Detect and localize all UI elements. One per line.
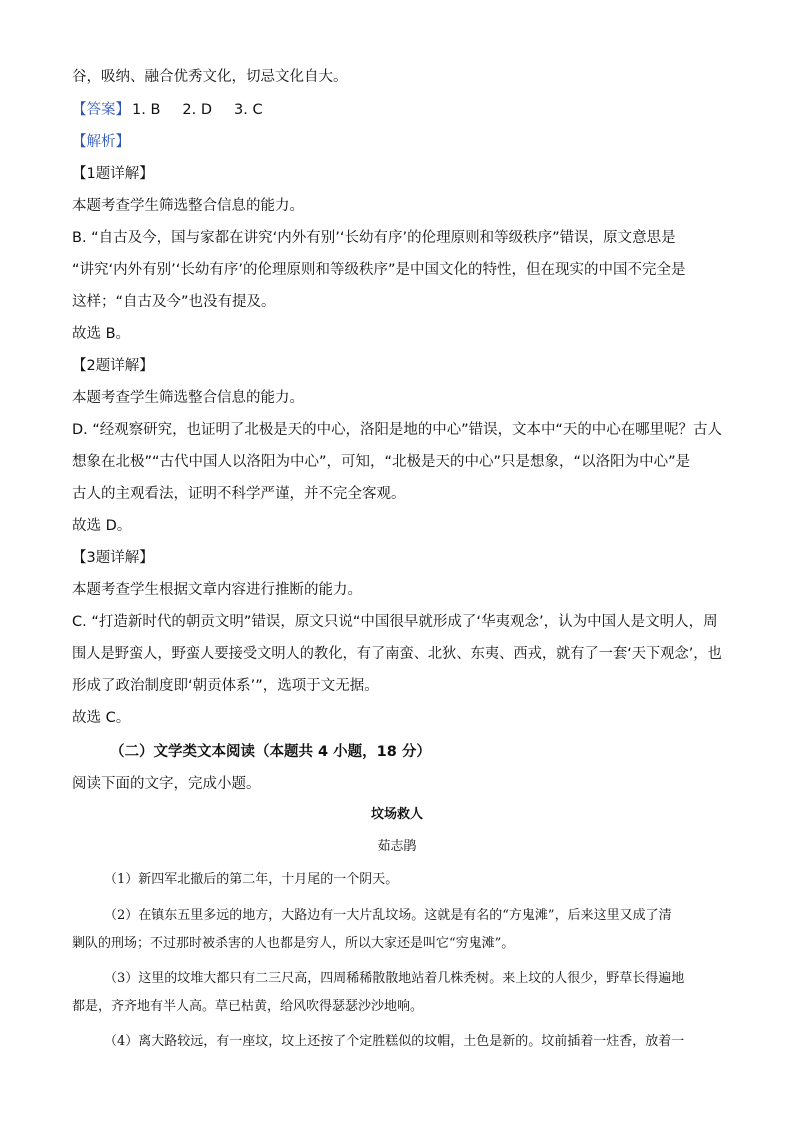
answer-tag: 【答案】 xyxy=(72,102,130,118)
q3-choice: 故选 C。 xyxy=(72,710,131,726)
story-paragraph: （1）新四军北撤后的第二年，十月尾的一个阴天。 xyxy=(104,872,399,887)
story-paragraph: （3）这里的坟堆大都只有二三尺高，四周稀稀散散地站着几株秃树。来上坟的人很少，野草长得遍地 xyxy=(104,971,685,986)
text-line: 谷，吸纳、融合优秀文化，切忌文化自大。 xyxy=(72,69,348,85)
q2-choice: 故选 D。 xyxy=(72,518,132,534)
analysis-tag: 【解析】 xyxy=(72,134,130,150)
q2-explanation-line: 古人的主观看法，证明不科学严谨，并不完全客观。 xyxy=(72,486,406,502)
q3-heading: 【3题详解】 xyxy=(72,550,154,566)
q2-explanation-line: D. “经观察研究，也证明了北极是天的中心，洛阳是地的中心”错误，文本中“天的中心在哪里呢？古人 xyxy=(72,422,722,438)
q1-skill: 本题考查学生筛选整合信息的能力。 xyxy=(72,198,304,214)
q3-explanation-line: 形成了政治制度即‘朝贡体系’”，选项于文无据。 xyxy=(72,678,379,694)
q3-explanation-line: 围人是野蛮人，野蛮人要接受文明人的教化，有了南蛮、北狄、东夷、西戎，就有了一套‘天下观念’，也 xyxy=(72,646,722,662)
story-paragraph-cont: 剿队的刑场；不过那时被杀害的人也都是穷人，所以大家还是叫它“穷鬼滩”。 xyxy=(72,936,515,951)
section-heading: （二）文学类文本阅读（本题共 4 小题，18 分） xyxy=(110,744,431,760)
story-author: 茹志鹃 xyxy=(377,839,417,854)
q2-skill: 本题考查学生筛选整合信息的能力。 xyxy=(72,390,304,406)
answer-1: 1. B xyxy=(132,102,161,118)
q1-explanation-line: “讲究‘内外有别’‘长幼有序’的伦理原则和等级秩序”是中国文化的特性，但在现实的中国不完全是 xyxy=(72,262,686,278)
q2-explanation-line: 想象在北极”“古代中国人以洛阳为中心”，可知，“北极是天的中心”只是想象，“以洛阳为中心”是 xyxy=(72,454,691,470)
story-paragraph-cont: 都是，齐齐地有半人高。草已枯黄，给风吹得瑟瑟沙沙地响。 xyxy=(72,999,424,1014)
story-title: 坟场救人 xyxy=(370,807,423,822)
q1-explanation-line: 这样；“自古及今”也没有提及。 xyxy=(72,294,276,310)
q3-skill: 本题考查学生根据文章内容进行推断的能力。 xyxy=(72,582,362,598)
q1-explanation-line: B. “自古及今，国与家都在讲究‘内外有别’‘长幼有序’的伦理原则和等级秩序”错误，原文意思是 xyxy=(72,230,676,246)
answer-line xyxy=(72,100,285,120)
answer-2: 2. D xyxy=(182,102,213,118)
q2-heading: 【2题详解】 xyxy=(72,358,154,374)
story-paragraph: （2）在镇东五里多远的地方，大路边有一大片乱坟场。这就是有名的“方鬼滩”，后来这里又成了清 xyxy=(104,908,672,923)
reading-instruction: 阅读下面的文字，完成小题。 xyxy=(72,776,261,792)
answer-3: 3. C xyxy=(234,102,263,118)
q1-heading: 【1题详解】 xyxy=(72,166,154,182)
q3-explanation-line: C. “打造新时代的朝贡文明”错误，原文只说“中国很早就形成了‘华夷观念’，认为中国人是文明人，周 xyxy=(72,614,718,630)
q1-choice: 故选 B。 xyxy=(72,326,131,342)
story-paragraph: （4）离大路较远，有一座坟，坟上还按了个定胜糕似的坟帽，土色是新的。坟前插着一炷香，放着一 xyxy=(104,1034,685,1049)
